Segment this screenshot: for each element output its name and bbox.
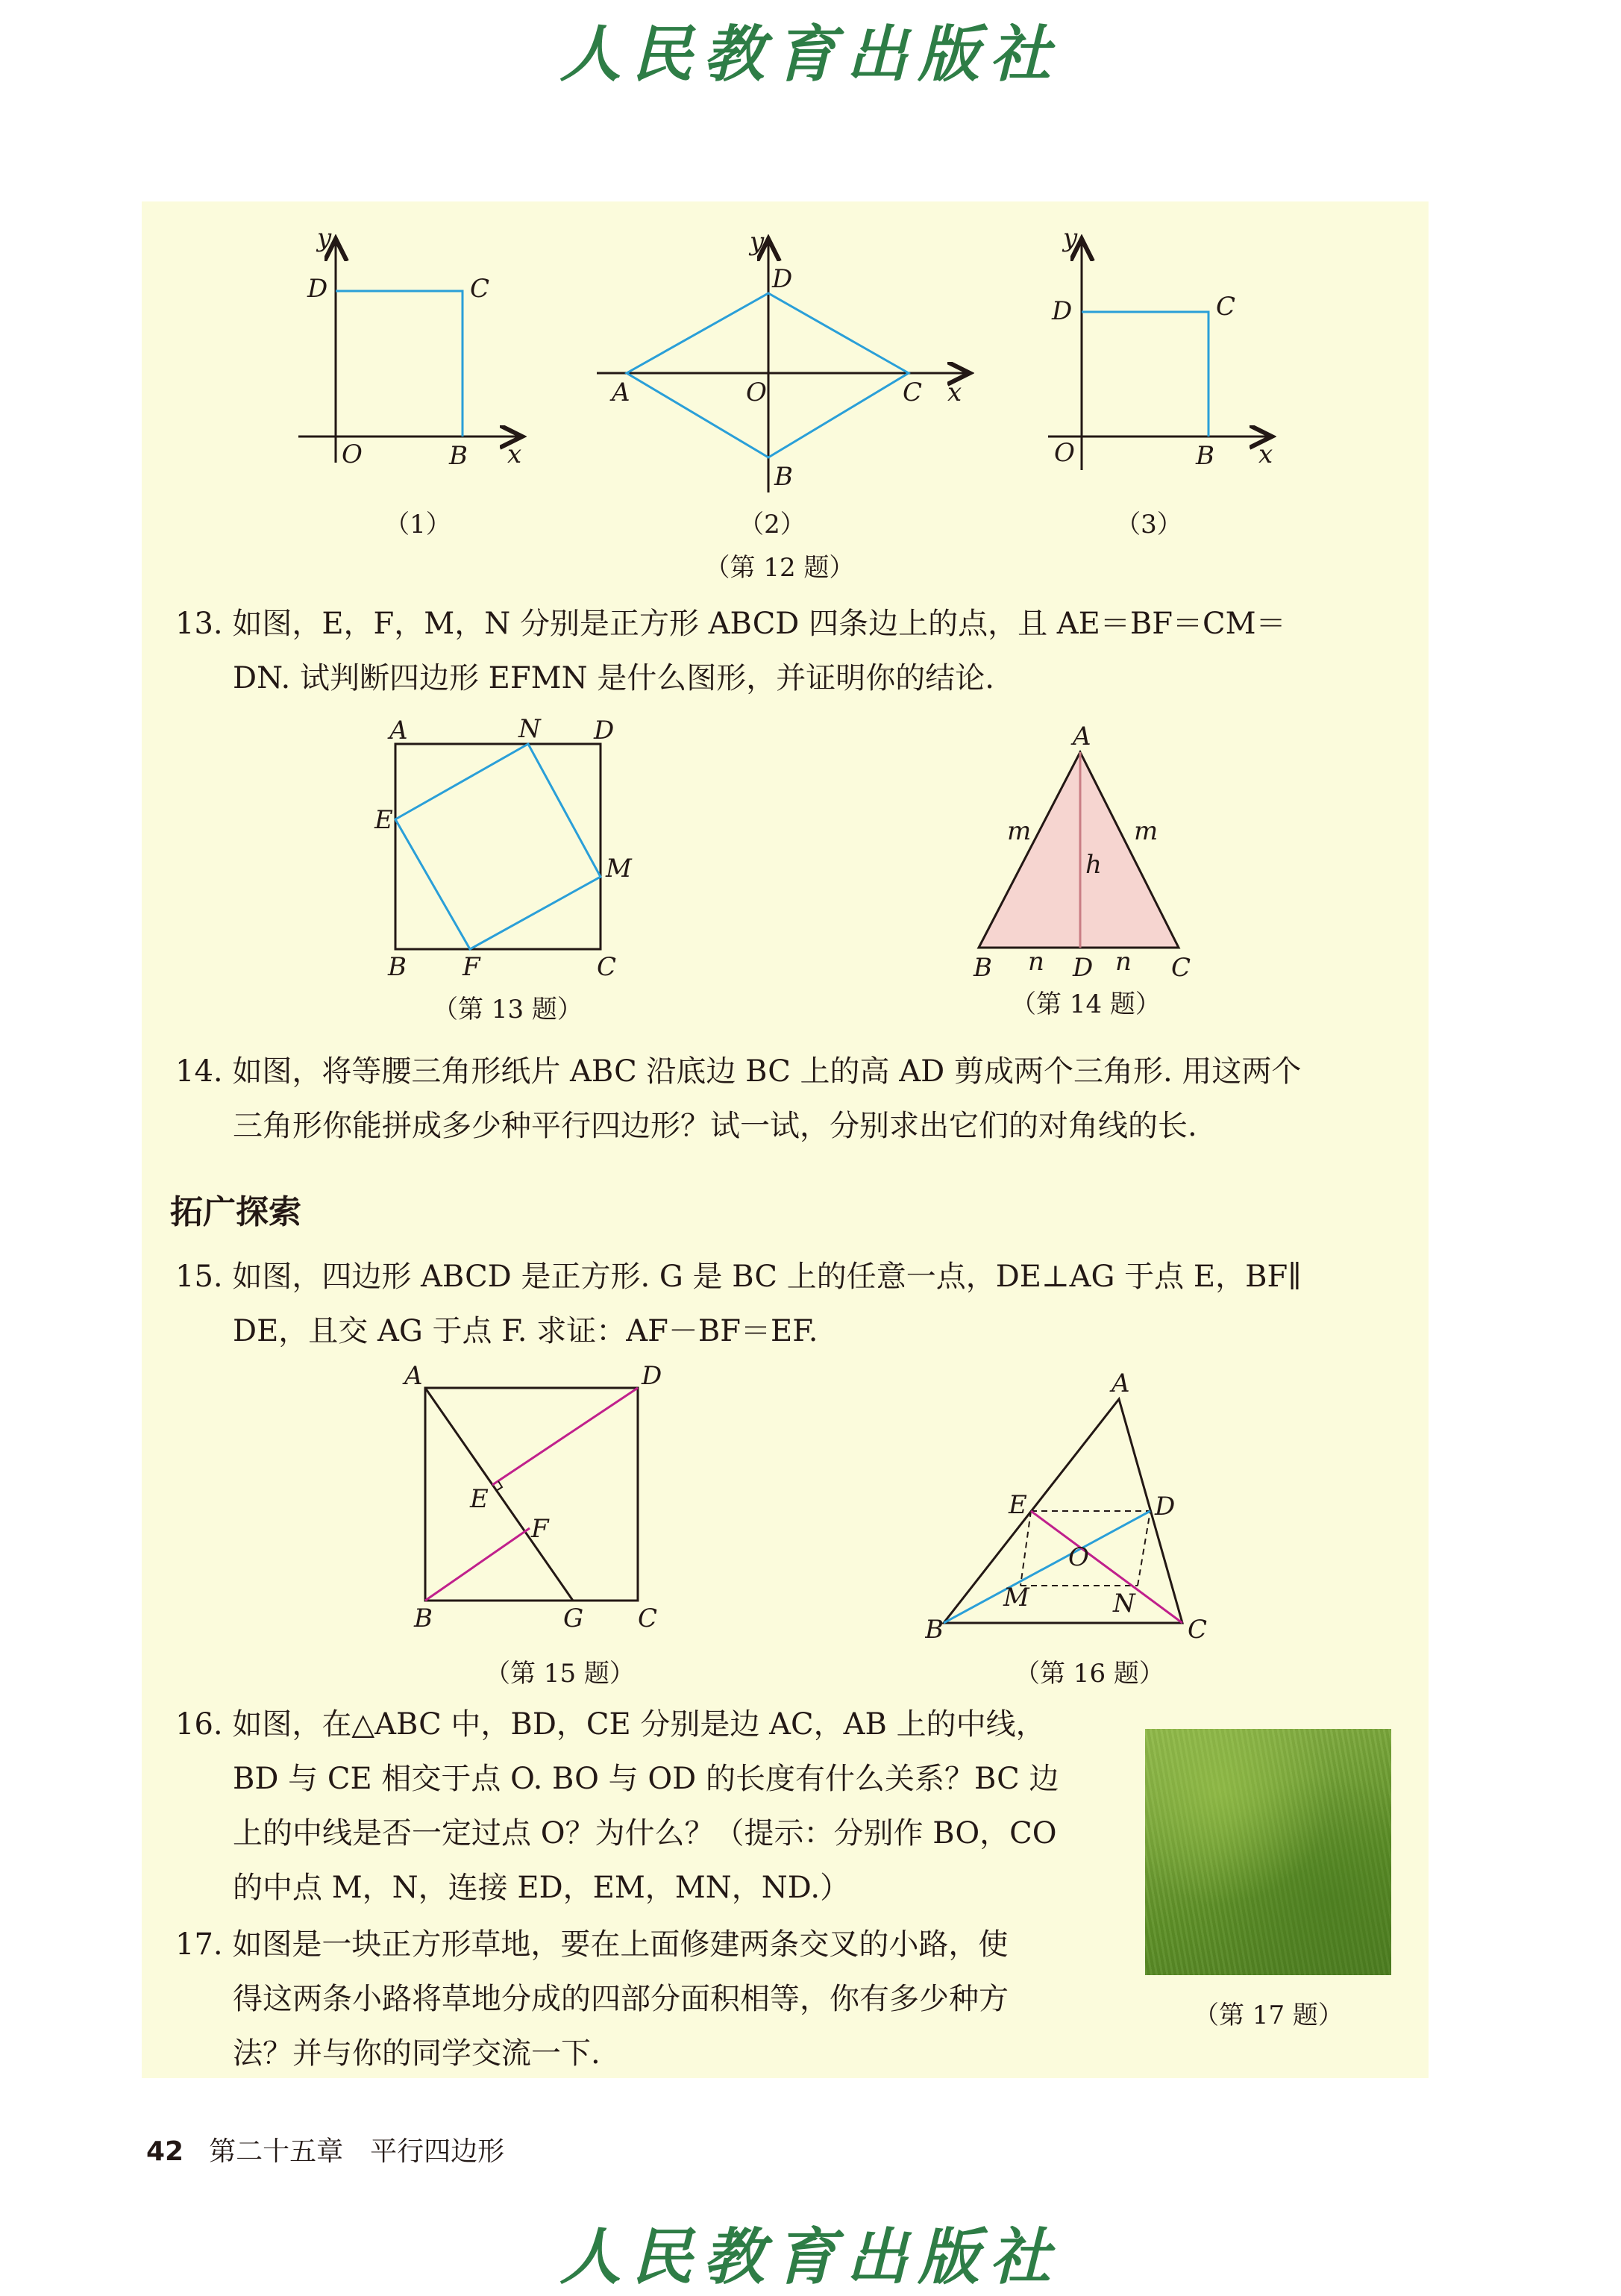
label-m-left: m bbox=[1007, 816, 1032, 846]
problem-16-line-2: BD 与 CE 相交于点 O. BO 与 OD 的长度有什么关系？BC 边 bbox=[233, 1762, 1059, 1796]
figure-15 bbox=[395, 1358, 694, 1634]
label-B: B bbox=[449, 441, 468, 471]
label-F: F bbox=[463, 952, 480, 982]
figure-12-3 bbox=[1041, 224, 1294, 492]
label-F: F bbox=[531, 1514, 549, 1544]
label-x: x bbox=[507, 440, 522, 469]
figure-15-caption: （第 15 题） bbox=[485, 1659, 635, 1689]
label-M: M bbox=[1003, 1583, 1029, 1612]
label-N: N bbox=[1113, 1589, 1135, 1618]
problem-14-line-2: 三角形你能拼成多少种平行四边形？试一试，分别求出它们的对角线的长. bbox=[233, 1109, 1197, 1143]
label-A: A bbox=[389, 716, 408, 745]
label-x: x bbox=[1258, 440, 1273, 469]
square-ABCD bbox=[425, 1388, 638, 1601]
label-n-right: n bbox=[1115, 947, 1132, 977]
figure-12-2 bbox=[589, 228, 992, 496]
label-M: M bbox=[606, 854, 632, 883]
label-G: G bbox=[563, 1604, 584, 1633]
label-C: C bbox=[470, 274, 490, 304]
problem-13 bbox=[175, 597, 1406, 706]
label-A: A bbox=[404, 1361, 423, 1391]
label-A: A bbox=[612, 378, 630, 407]
grass-photo bbox=[1145, 1729, 1391, 1975]
problem-16 bbox=[175, 1698, 1145, 1915]
problem-17-line-3: 法？并与你的同学交流一下. bbox=[233, 2036, 601, 2071]
rectangle-edges bbox=[1082, 312, 1208, 437]
label-D: D bbox=[642, 1361, 662, 1391]
label-n-left: n bbox=[1028, 947, 1044, 977]
label-B: B bbox=[973, 953, 992, 983]
chapter-title: 第二十五章 平行四边形 bbox=[209, 2136, 505, 2167]
problem-17-line-2: 得这两条小路将草地分成的四部分面积相等，你有多少种方 bbox=[233, 1982, 1009, 2016]
label-B: B bbox=[925, 1615, 944, 1642]
rectangle-edges bbox=[336, 291, 463, 437]
problem-16-line-4: 的中点 M，N，连接 ED，EM，MN，ND.） bbox=[233, 1871, 850, 1905]
problem-13-line-2: DN. 试判断四边形 EFMN 是什么图形，并证明你的结论. bbox=[233, 661, 994, 695]
problem-13-line-1: 13. 如图，E，F，M，N 分别是正方形 ABCD 四条边上的点，且 AE＝BF＝CM＝ bbox=[175, 607, 1286, 641]
label-B: B bbox=[414, 1604, 433, 1633]
problem-17 bbox=[175, 1918, 1145, 2081]
label-O: O bbox=[1054, 438, 1075, 468]
figure-12-1 bbox=[283, 224, 537, 492]
segment-DE bbox=[492, 1388, 638, 1485]
label-C: C bbox=[597, 952, 617, 982]
figure-13 bbox=[366, 709, 664, 985]
publisher-logo-footer: 人民教育出版社 bbox=[559, 2221, 1062, 2293]
label-O: O bbox=[342, 440, 363, 469]
label-B: B bbox=[774, 462, 793, 492]
problem-16-line-1: 16. 如图，在△ABC 中，BD，CE 分别是边 AC，AB 上的中线， bbox=[175, 1707, 1046, 1742]
label-h: h bbox=[1085, 850, 1102, 880]
label-C: C bbox=[1216, 292, 1236, 322]
label-A: A bbox=[1073, 722, 1091, 751]
label-B: B bbox=[1196, 441, 1214, 471]
problem-15-line-2: DE，且交 AG 于点 F. 求证：AF－BF＝EF. bbox=[233, 1314, 818, 1348]
segment-ND bbox=[1138, 1511, 1150, 1586]
label-y: y bbox=[750, 228, 765, 257]
square-ABCD bbox=[395, 744, 601, 949]
label-E: E bbox=[1009, 1490, 1027, 1520]
figure-12-2-label: （2） bbox=[739, 510, 806, 539]
label-C: C bbox=[1171, 953, 1191, 983]
label-y: y bbox=[1063, 224, 1078, 253]
figure-16 bbox=[925, 1366, 1231, 1642]
problem-17-line-1: 17. 如图是一块正方形草地，要在上面修建两条交叉的小路，使 bbox=[175, 1927, 1009, 1962]
figure-14-caption: （第 14 题） bbox=[1011, 989, 1161, 1019]
label-D: D bbox=[1052, 296, 1073, 326]
label-O: O bbox=[746, 378, 767, 407]
problem-14-line-1: 14. 如图，将等腰三角形纸片 ABC 沿底边 BC 上的高 AD 剪成两个三角形. 用这两个 bbox=[175, 1054, 1302, 1089]
square-EFMN bbox=[395, 744, 601, 949]
label-D: D bbox=[1073, 953, 1094, 983]
label-D: D bbox=[307, 274, 328, 304]
publisher-logo-header: 人民教育出版社 bbox=[559, 19, 1062, 90]
figure-14 bbox=[962, 716, 1208, 985]
label-x: x bbox=[947, 378, 962, 407]
label-C: C bbox=[1188, 1615, 1208, 1642]
label-E: E bbox=[374, 805, 393, 835]
label-B: B bbox=[388, 952, 407, 982]
page-footer bbox=[146, 2130, 504, 2168]
problem-15-line-1: 15. 如图，四边形 ABCD 是正方形. G 是 BC 上的任意一点，DE⊥AG 于点 E，BF∥ bbox=[175, 1260, 1302, 1294]
problem-16-line-3: 上的中线是否一定过点 O？为什么？（提示：分别作 BO，CO bbox=[233, 1816, 1057, 1851]
section-title: 拓广探索 bbox=[170, 1193, 301, 1231]
label-C: C bbox=[903, 378, 923, 407]
problem-14 bbox=[175, 1045, 1406, 1154]
figure-17-caption: （第 17 题） bbox=[1194, 2001, 1343, 2030]
label-m-right: m bbox=[1134, 816, 1158, 846]
problem-15 bbox=[175, 1250, 1406, 1359]
figure-12-caption: （第 12 题） bbox=[704, 553, 855, 583]
figure-12-3-label: （3） bbox=[1115, 510, 1182, 539]
label-N: N bbox=[518, 714, 541, 744]
label-O: O bbox=[1068, 1542, 1089, 1572]
label-E: E bbox=[470, 1484, 489, 1514]
label-D: D bbox=[594, 716, 615, 745]
label-D: D bbox=[772, 264, 793, 294]
page-number: 42 bbox=[146, 2136, 184, 2167]
label-D: D bbox=[1155, 1492, 1176, 1521]
figure-13-caption: （第 13 题） bbox=[433, 995, 583, 1025]
figure-16-caption: （第 16 题） bbox=[1015, 1659, 1164, 1689]
median-CE bbox=[1031, 1511, 1182, 1623]
label-C: C bbox=[638, 1604, 658, 1633]
segment-AG bbox=[425, 1388, 573, 1601]
triangle-ABC bbox=[979, 752, 1179, 948]
label-y: y bbox=[317, 224, 332, 253]
label-A: A bbox=[1112, 1368, 1130, 1398]
figure-12-1-label: （1） bbox=[384, 510, 451, 539]
segment-BF bbox=[425, 1528, 530, 1601]
